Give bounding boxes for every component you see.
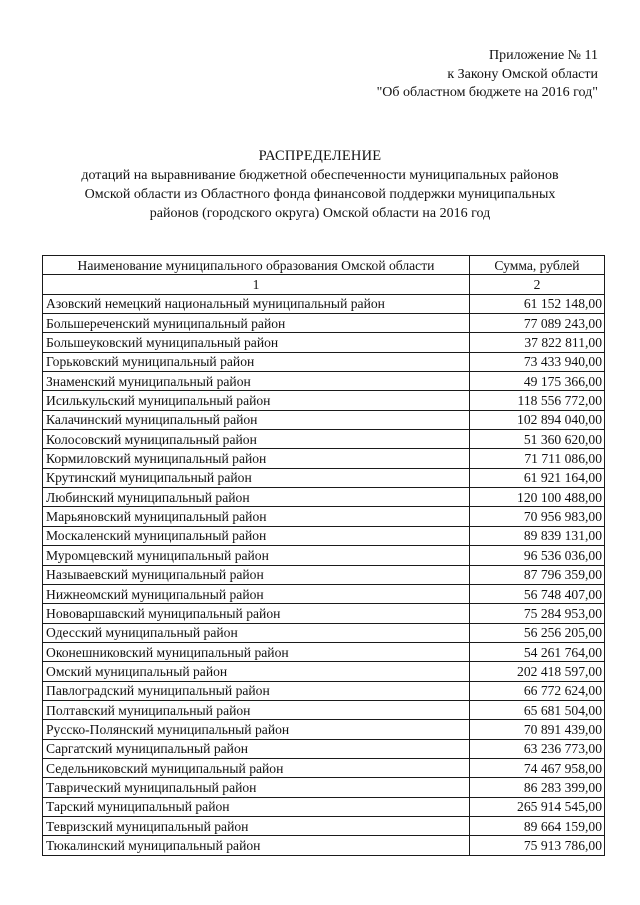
district-name-cell: Исилькульский муниципальный район	[43, 391, 470, 410]
appendix-note	[377, 47, 598, 103]
table-row	[43, 700, 605, 719]
appendix-line-1: Приложение № 11	[489, 48, 598, 63]
table-row	[43, 720, 605, 739]
subsidy-amount-cell: 77 089 243,00	[470, 314, 605, 333]
table-row	[43, 314, 605, 333]
subsidy-amount-cell: 75 913 786,00	[470, 836, 605, 855]
table-row	[43, 836, 605, 855]
subsidy-amount-cell: 63 236 773,00	[470, 739, 605, 758]
subsidy-amount-cell: 37 822 811,00	[470, 333, 605, 352]
distribution-table	[42, 255, 605, 856]
table-row	[43, 333, 605, 352]
table-row	[43, 294, 605, 313]
district-name-cell: Саргатский муниципальный район	[43, 739, 470, 758]
subsidy-amount-cell: 202 418 597,00	[470, 662, 605, 681]
title-line-2: Омской области из Областного фонда финансовой поддержки муниципальных	[84, 187, 556, 202]
district-name-cell: Тарский муниципальный район	[43, 797, 470, 816]
district-name-cell: Называевский муниципальный район	[43, 565, 470, 584]
subsidy-amount-cell: 51 360 620,00	[470, 430, 605, 449]
subsidy-amount-cell: 70 891 439,00	[470, 720, 605, 739]
table-row	[43, 488, 605, 507]
table-row	[43, 642, 605, 661]
column-number-2: 2	[470, 275, 605, 294]
table-row	[43, 526, 605, 545]
district-name-cell: Омский муниципальный район	[43, 662, 470, 681]
title-line-1: дотаций на выравнивание бюджетной обеспеченности муниципальных районов	[81, 168, 559, 183]
appendix-line-3: "Об областном бюджете на 2016 год"	[376, 85, 598, 100]
column-header-sum: Сумма, рублей	[470, 256, 605, 275]
table-row	[43, 546, 605, 565]
subsidy-amount-cell: 86 283 399,00	[470, 778, 605, 797]
title-line-3: районов (городского округа) Омской области на 2016 год	[149, 206, 491, 221]
district-name-cell: Колосовский муниципальный район	[43, 430, 470, 449]
district-name-cell: Большереченский муниципальный район	[43, 314, 470, 333]
table-row	[43, 604, 605, 623]
district-name-cell: Одесский муниципальный район	[43, 623, 470, 642]
district-name-cell: Таврический муниципальный район	[43, 778, 470, 797]
table-row	[43, 816, 605, 835]
subsidy-amount-cell: 66 772 624,00	[470, 681, 605, 700]
table-row	[43, 681, 605, 700]
subsidy-amount-cell: 87 796 359,00	[470, 565, 605, 584]
district-name-cell: Азовский немецкий национальный муниципальный район	[43, 294, 470, 313]
table-row	[43, 758, 605, 777]
district-name-cell: Калачинский муниципальный район	[43, 410, 470, 429]
subsidy-amount-cell: 96 536 036,00	[470, 546, 605, 565]
subsidy-amount-cell: 70 956 983,00	[470, 507, 605, 526]
table-row	[43, 623, 605, 642]
subsidy-amount-cell: 56 256 205,00	[470, 623, 605, 642]
column-number-1: 1	[43, 275, 470, 294]
table-row	[43, 468, 605, 487]
district-name-cell: Кормиловский муниципальный район	[43, 449, 470, 468]
district-name-cell: Павлоградский муниципальный район	[43, 681, 470, 700]
subsidy-amount-cell: 61 921 164,00	[470, 468, 605, 487]
table-row	[43, 778, 605, 797]
district-name-cell: Седельниковский муниципальный район	[43, 758, 470, 777]
table-row	[43, 372, 605, 391]
district-name-cell: Тевризский муниципальный район	[43, 816, 470, 835]
subsidy-amount-cell: 65 681 504,00	[470, 700, 605, 719]
subsidy-amount-cell: 56 748 407,00	[470, 584, 605, 603]
district-name-cell: Крутинский муниципальный район	[43, 468, 470, 487]
subsidy-amount-cell: 49 175 366,00	[470, 372, 605, 391]
table-header-row	[43, 256, 605, 275]
table-row	[43, 410, 605, 429]
district-name-cell: Горьковский муниципальный район	[43, 352, 470, 371]
title-heading: РАСПРЕДЕЛЕНИЕ	[258, 148, 382, 164]
district-name-cell: Нижнеомский муниципальный район	[43, 584, 470, 603]
subsidy-amount-cell: 265 914 545,00	[470, 797, 605, 816]
district-name-cell: Полтавский муниципальный район	[43, 700, 470, 719]
table-row	[43, 662, 605, 681]
subsidy-amount-cell: 118 556 772,00	[470, 391, 605, 410]
district-name-cell: Русско-Полянский муниципальный район	[43, 720, 470, 739]
subsidy-amount-cell: 74 467 958,00	[470, 758, 605, 777]
subsidy-amount-cell: 71 711 086,00	[470, 449, 605, 468]
column-number-row	[43, 275, 605, 294]
district-name-cell: Москаленский муниципальный район	[43, 526, 470, 545]
table-row	[43, 352, 605, 371]
table-row	[43, 739, 605, 758]
district-name-cell: Знаменский муниципальный район	[43, 372, 470, 391]
subsidy-amount-cell: 61 152 148,00	[470, 294, 605, 313]
district-name-cell: Муромцевский муниципальный район	[43, 546, 470, 565]
table-body	[43, 294, 605, 855]
table-row	[43, 565, 605, 584]
district-name-cell: Любинский муниципальный район	[43, 488, 470, 507]
subsidy-amount-cell: 89 664 159,00	[470, 816, 605, 835]
appendix-line-2: к Закону Омской области	[447, 66, 598, 82]
table-row	[43, 584, 605, 603]
subsidy-amount-cell: 54 261 764,00	[470, 642, 605, 661]
district-name-cell: Оконешниковский муниципальный район	[43, 642, 470, 661]
table-row	[43, 449, 605, 468]
table-row	[43, 430, 605, 449]
table-row	[43, 507, 605, 526]
table-row	[43, 391, 605, 410]
subsidy-amount-cell: 102 894 040,00	[470, 410, 605, 429]
column-header-name: Наименование муниципального образования Омской области	[43, 256, 470, 275]
subsidy-amount-cell: 73 433 940,00	[470, 352, 605, 371]
document-title	[30, 147, 610, 223]
subsidy-amount-cell: 120 100 488,00	[470, 488, 605, 507]
district-name-cell: Марьяновский муниципальный район	[43, 507, 470, 526]
district-name-cell: Тюкалинский муниципальный район	[43, 836, 470, 855]
subsidy-amount-cell: 75 284 953,00	[470, 604, 605, 623]
subsidy-amount-cell: 89 839 131,00	[470, 526, 605, 545]
district-name-cell: Нововаршавский муниципальный район	[43, 604, 470, 623]
table-row	[43, 797, 605, 816]
district-name-cell: Большеуковский муниципальный район	[43, 333, 470, 352]
